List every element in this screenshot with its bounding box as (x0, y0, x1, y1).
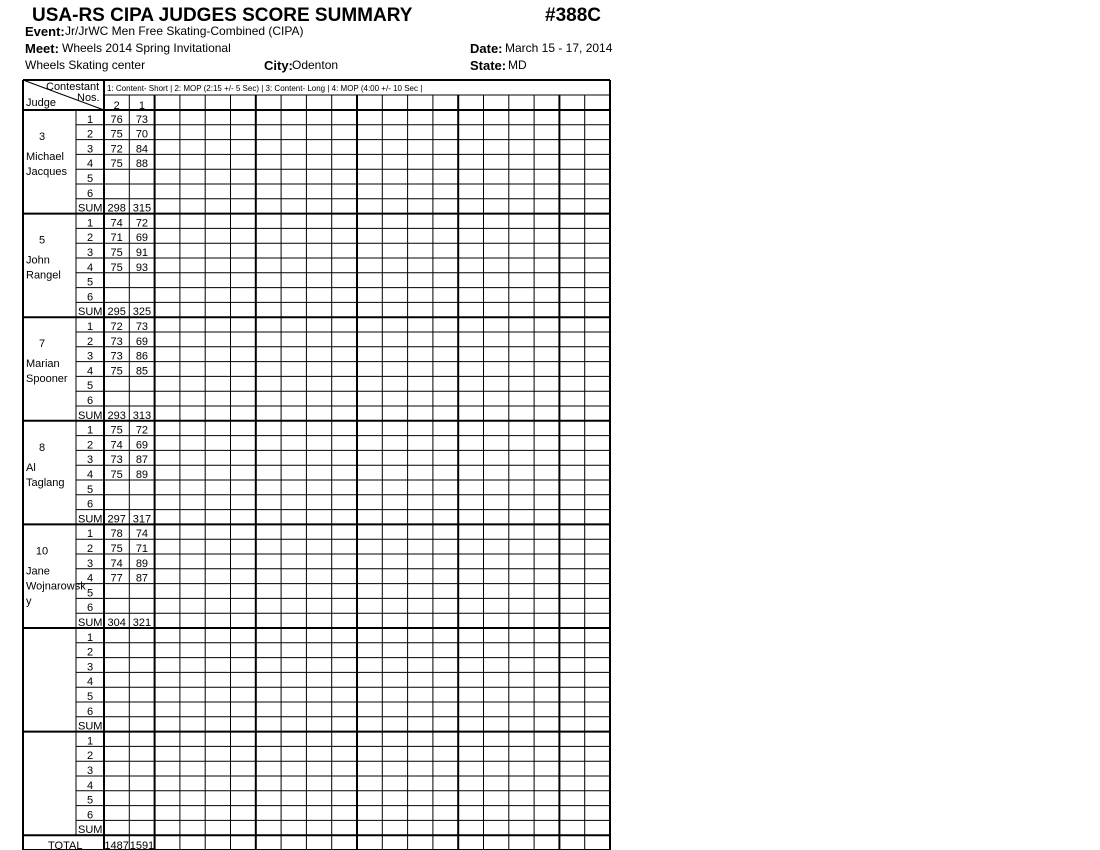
row-label: 4 (87, 469, 94, 481)
contestant-number: 2 (113, 100, 120, 112)
judge-number: 3 (38, 131, 46, 143)
venue-name: Wheels Skating center (25, 58, 146, 72)
score-cell: 84 (135, 143, 149, 156)
judge-name: Taglang (26, 476, 65, 489)
row-label: 4 (87, 365, 94, 378)
row-label: 3 (87, 661, 94, 674)
judge-number: 7 (38, 338, 46, 351)
score-cell: 75 (110, 469, 123, 481)
sum-label: SUM (78, 720, 103, 733)
sum-cell: 295 (107, 306, 126, 319)
score-cell: 91 (135, 247, 149, 259)
score-cell: 72 (110, 143, 123, 156)
judge-name: Wojnarowsk (26, 580, 86, 593)
judge-name: Jane (26, 565, 50, 578)
score-cell: 75 (110, 261, 123, 274)
row-label: 1 (87, 113, 94, 126)
state-label: State: (470, 58, 507, 73)
score-cell: 69 (135, 439, 149, 452)
judge-name: Rangel (26, 269, 61, 282)
sum-cell: 293 (107, 409, 126, 422)
score-cell: 72 (135, 424, 149, 437)
row-label: 6 (87, 291, 94, 304)
judge-name: Marian (26, 358, 60, 371)
row-label: 2 (87, 646, 94, 659)
judge-number: 10 (35, 545, 49, 558)
meet-label: Meet: (25, 41, 59, 56)
state-value: MD (508, 58, 527, 72)
score-cell: 87 (135, 454, 149, 467)
score-cell: 77 (110, 572, 123, 585)
total-label: TOTAL (48, 840, 83, 850)
sum-label: SUM (78, 824, 103, 837)
row-label: 2 (87, 232, 94, 245)
score-cell: 76 (110, 113, 123, 126)
city-label: City: (264, 58, 293, 73)
sum-cell: 304 (107, 617, 126, 629)
row-label: 6 (87, 809, 94, 822)
row-label: 4 (87, 261, 94, 274)
row-label: 3 (87, 765, 94, 777)
score-cell: 74 (110, 557, 123, 570)
score-cell: 74 (110, 439, 123, 452)
sum-cell: 313 (132, 409, 152, 422)
form-number: #388C (545, 5, 601, 26)
row-label: 1 (87, 528, 94, 541)
row-label: 5 (87, 380, 94, 393)
row-label: 4 (87, 676, 94, 689)
score-cell: 71 (110, 232, 123, 245)
score-cell: 70 (135, 128, 149, 141)
row-label: 4 (87, 572, 94, 585)
sum-label: SUM (78, 202, 103, 215)
sum-cell: 321 (132, 617, 152, 629)
row-label: 6 (87, 705, 94, 718)
row-label: 2 (87, 543, 94, 555)
row-label: 3 (87, 247, 94, 259)
score-cell: 73 (135, 113, 149, 126)
score-cell: 75 (110, 128, 123, 141)
contestant-number: 1 (138, 100, 146, 112)
row-label: 1 (87, 735, 94, 748)
score-cell: 78 (110, 528, 123, 541)
criteria-legend: 1: Content- Short | 2: MOP (2:15 +/- 5 Sec) | 3: Content- Long | 4: MOP (4:00 +/- 10 Sec | (107, 84, 423, 93)
meet-value: Wheels 2014 Spring Invitational (62, 41, 231, 55)
judge-name: Jacques (26, 166, 67, 178)
sum-cell: 325 (132, 306, 152, 319)
row-label: 2 (87, 750, 94, 763)
row-label: 1 (87, 321, 94, 333)
row-label: 3 (87, 454, 94, 467)
score-cell: 74 (110, 217, 123, 230)
score-cell: 73 (135, 321, 149, 333)
sum-label: SUM (78, 409, 103, 422)
score-cell: 72 (135, 217, 149, 230)
score-cell: 75 (110, 158, 123, 171)
score-cell: 69 (135, 335, 149, 348)
sum-cell: 298 (107, 202, 126, 215)
sum-cell: 315 (132, 202, 152, 215)
total-cell: 1487 (104, 840, 129, 850)
row-label: 4 (87, 779, 94, 792)
total-cell: 1591 (129, 840, 155, 850)
city-value: Odenton (292, 58, 339, 72)
score-cell: 88 (135, 158, 149, 171)
judge-name: Al (26, 461, 36, 474)
judge-name: Michael (26, 151, 64, 163)
event-label: Event: (25, 24, 65, 39)
row-label: 1 (87, 631, 94, 644)
row-label: 5 (87, 276, 94, 289)
event-value: Jr/JrWC Men Free Skating-Combined (CIPA) (65, 24, 304, 38)
contestant-header-label: Contestant (46, 81, 100, 93)
score-cell: 89 (135, 469, 149, 481)
judge-header-label: Judge (26, 97, 56, 109)
row-label: 2 (87, 128, 94, 141)
row-label: 3 (87, 350, 94, 363)
score-cell: 93 (135, 261, 149, 274)
row-label: 5 (87, 483, 94, 496)
sum-label: SUM (78, 306, 103, 319)
nos-header-label: Nos. (77, 92, 100, 104)
sum-label: SUM (78, 617, 103, 629)
row-label: 3 (87, 143, 94, 156)
score-cell: 75 (110, 424, 123, 437)
page-title: USA-RS CIPA JUDGES SCORE SUMMARY (32, 5, 413, 26)
score-cell: 73 (110, 350, 123, 363)
sum-label: SUM (78, 513, 103, 526)
score-cell: 69 (135, 232, 149, 245)
row-label: 5 (87, 173, 94, 185)
row-label: 5 (87, 691, 94, 703)
judge-number: 5 (38, 234, 46, 247)
row-label: 4 (87, 158, 94, 171)
score-cell: 72 (110, 321, 123, 333)
date-value: March 15 - 17, 2014 (505, 41, 613, 55)
score-cell: 74 (135, 528, 149, 541)
row-label: 3 (87, 557, 94, 570)
row-label: 6 (87, 187, 94, 200)
score-cell: 75 (110, 247, 123, 259)
sum-cell: 317 (132, 513, 152, 526)
row-label: 5 (87, 587, 94, 600)
row-label: 6 (87, 602, 94, 615)
judge-name: Spooner (26, 373, 68, 386)
row-label: 2 (87, 335, 94, 348)
row-label: 6 (87, 395, 94, 407)
row-label: 6 (87, 498, 94, 511)
row-label: 2 (87, 439, 94, 452)
judge-name: y (26, 595, 32, 608)
score-cell: 85 (135, 365, 149, 378)
row-label: 5 (87, 794, 94, 807)
score-cell: 73 (110, 335, 123, 348)
score-cell: 87 (135, 572, 149, 585)
score-cell: 75 (110, 365, 123, 378)
score-cell: 86 (135, 350, 149, 363)
score-cell: 89 (135, 557, 149, 570)
sum-cell: 297 (107, 513, 126, 526)
score-cell: 71 (135, 543, 149, 555)
judge-name: John (26, 254, 50, 267)
row-label: 1 (87, 217, 94, 230)
score-cell: 75 (110, 543, 123, 555)
row-label: 1 (87, 424, 94, 437)
judge-number: 8 (38, 441, 46, 454)
score-cell: 73 (110, 454, 123, 467)
date-label: Date: (470, 41, 503, 56)
